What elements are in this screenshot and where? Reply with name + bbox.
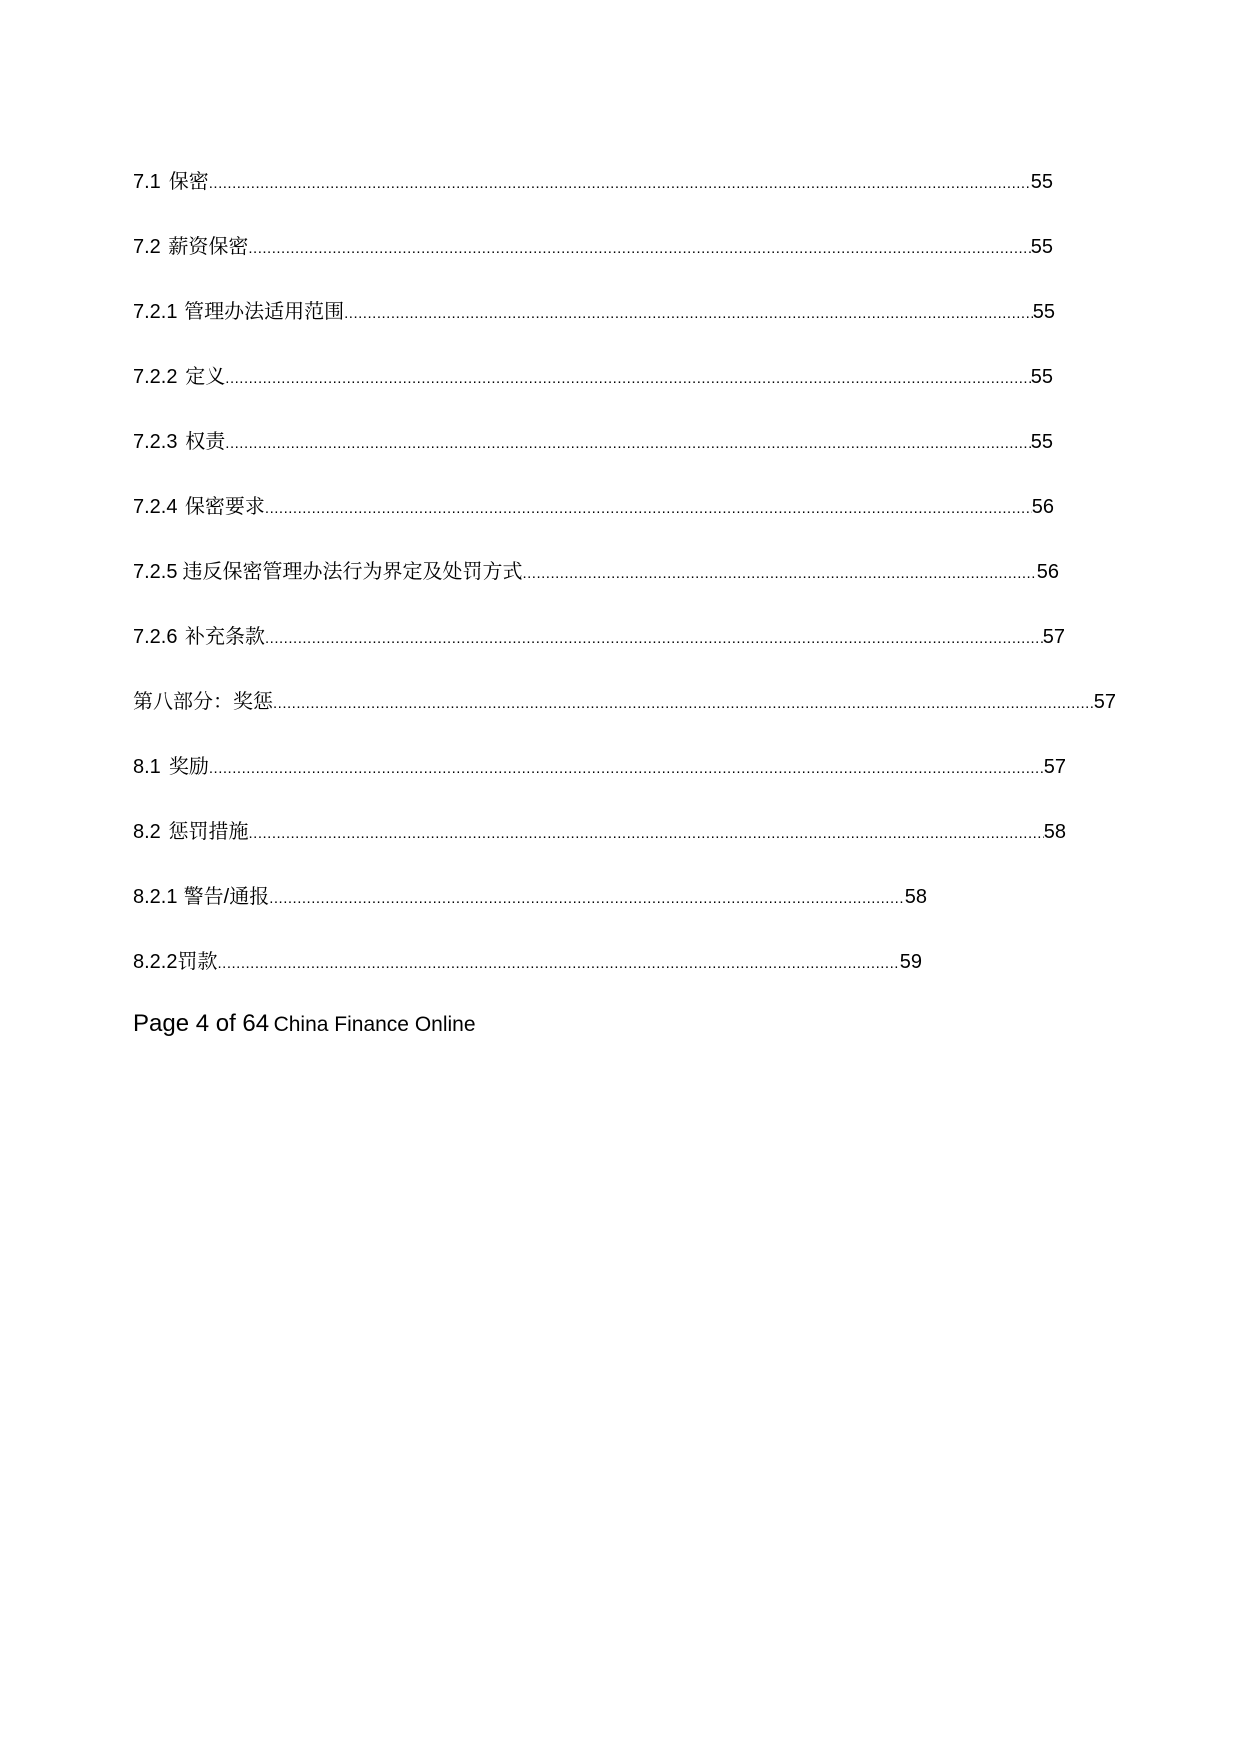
toc-dot-leader — [248, 234, 1030, 264]
toc-entry-title: 违反保密管理办法行为界定及处罚方式 — [182, 561, 523, 583]
toc-entry-page: 55 — [1030, 366, 1053, 388]
toc-entry-part-8[interactable] — [133, 687, 1116, 717]
toc-entry-page: 55 — [1030, 171, 1053, 193]
toc-entry-page: 59 — [899, 951, 922, 973]
toc-entry-title: 保密要求 — [184, 496, 265, 518]
toc-entry-number: 7.2.3 — [133, 431, 178, 453]
toc-dot-leader — [209, 754, 1044, 784]
toc-dot-leader — [265, 494, 1032, 524]
company-name: China Finance Online — [273, 1013, 476, 1036]
toc-entry-title: 保密 — [168, 171, 209, 193]
toc-entry-title: 第八部分：奖惩 — [133, 691, 273, 713]
toc-entry-title: 定义 — [185, 366, 226, 388]
toc-dot-leader — [217, 949, 899, 979]
toc-entry-title: 权责 — [185, 431, 226, 453]
toc-entry-title: 管理办法适用范围 — [184, 301, 345, 323]
toc-entry-7-2-2[interactable] — [133, 362, 1053, 392]
toc-dot-leader — [225, 429, 1030, 459]
toc-entry-7-2-1[interactable] — [133, 297, 1055, 327]
toc-entry-number: 7.2 — [133, 236, 161, 258]
toc-dot-leader — [265, 624, 1043, 654]
toc-entry-page: 57 — [1042, 626, 1065, 648]
toc-entry-8-1[interactable] — [133, 752, 1066, 782]
page-number-label: Page 4 of 64 — [133, 1010, 270, 1037]
toc-dot-leader — [344, 299, 1033, 329]
toc-entry-7-2-5[interactable] — [133, 557, 1059, 587]
toc-entry-title: 惩罚措施 — [168, 821, 249, 843]
toc-dot-leader — [273, 689, 1094, 719]
toc-entry-7-2-3[interactable] — [133, 427, 1053, 457]
page-footer — [133, 1008, 476, 1043]
toc-entry-title: 薪资保密 — [168, 236, 249, 258]
toc-entry-page: 57 — [1093, 691, 1116, 713]
toc-entry-title: 警告/通报 — [183, 886, 270, 908]
toc-entry-number: 7.2.1 — [133, 301, 178, 323]
toc-dot-leader — [522, 559, 1036, 589]
toc-entry-number: 7.2.5 — [133, 561, 178, 583]
toc-entry-page: 58 — [904, 886, 927, 908]
toc-entry-number: 8.2.1 — [133, 886, 178, 908]
toc-entry-page: 55 — [1030, 431, 1053, 453]
toc-entry-title: 补充条款 — [185, 626, 266, 648]
toc-entry-title: 罚款 — [177, 951, 218, 973]
toc-entry-page: 55 — [1030, 236, 1053, 258]
toc-entry-number: 7.2.2 — [133, 366, 178, 388]
toc-entry-8-2-2[interactable] — [133, 947, 922, 977]
toc-entry-7-2-6[interactable] — [133, 622, 1065, 652]
toc-entry-title: 奖励 — [168, 756, 209, 778]
toc-entry-8-2[interactable] — [133, 817, 1066, 847]
toc-entry-page: 56 — [1036, 561, 1059, 583]
toc-entry-number: 8.2 — [133, 821, 161, 843]
toc-dot-leader — [269, 884, 905, 914]
toc-entry-7-2[interactable] — [133, 232, 1053, 262]
toc-entry-number: 8.2.2 — [133, 951, 178, 973]
toc-entry-7-1[interactable] — [133, 167, 1053, 197]
toc-entry-page: 55 — [1032, 301, 1055, 323]
toc-dot-leader — [249, 819, 1044, 849]
toc-entry-page: 56 — [1031, 496, 1054, 518]
toc-dot-leader — [209, 169, 1031, 199]
toc-dot-leader — [225, 364, 1030, 394]
toc-entry-number: 8.1 — [133, 756, 161, 778]
toc-entry-number: 7.2.4 — [133, 496, 178, 518]
toc-entry-number: 7.1 — [133, 171, 161, 193]
toc-entry-number: 7.2.6 — [133, 626, 178, 648]
toc-entry-7-2-4[interactable] — [133, 492, 1054, 522]
toc-entry-page: 58 — [1043, 821, 1066, 843]
toc-entry-page: 57 — [1043, 756, 1066, 778]
toc-entry-8-2-1[interactable] — [133, 882, 927, 912]
